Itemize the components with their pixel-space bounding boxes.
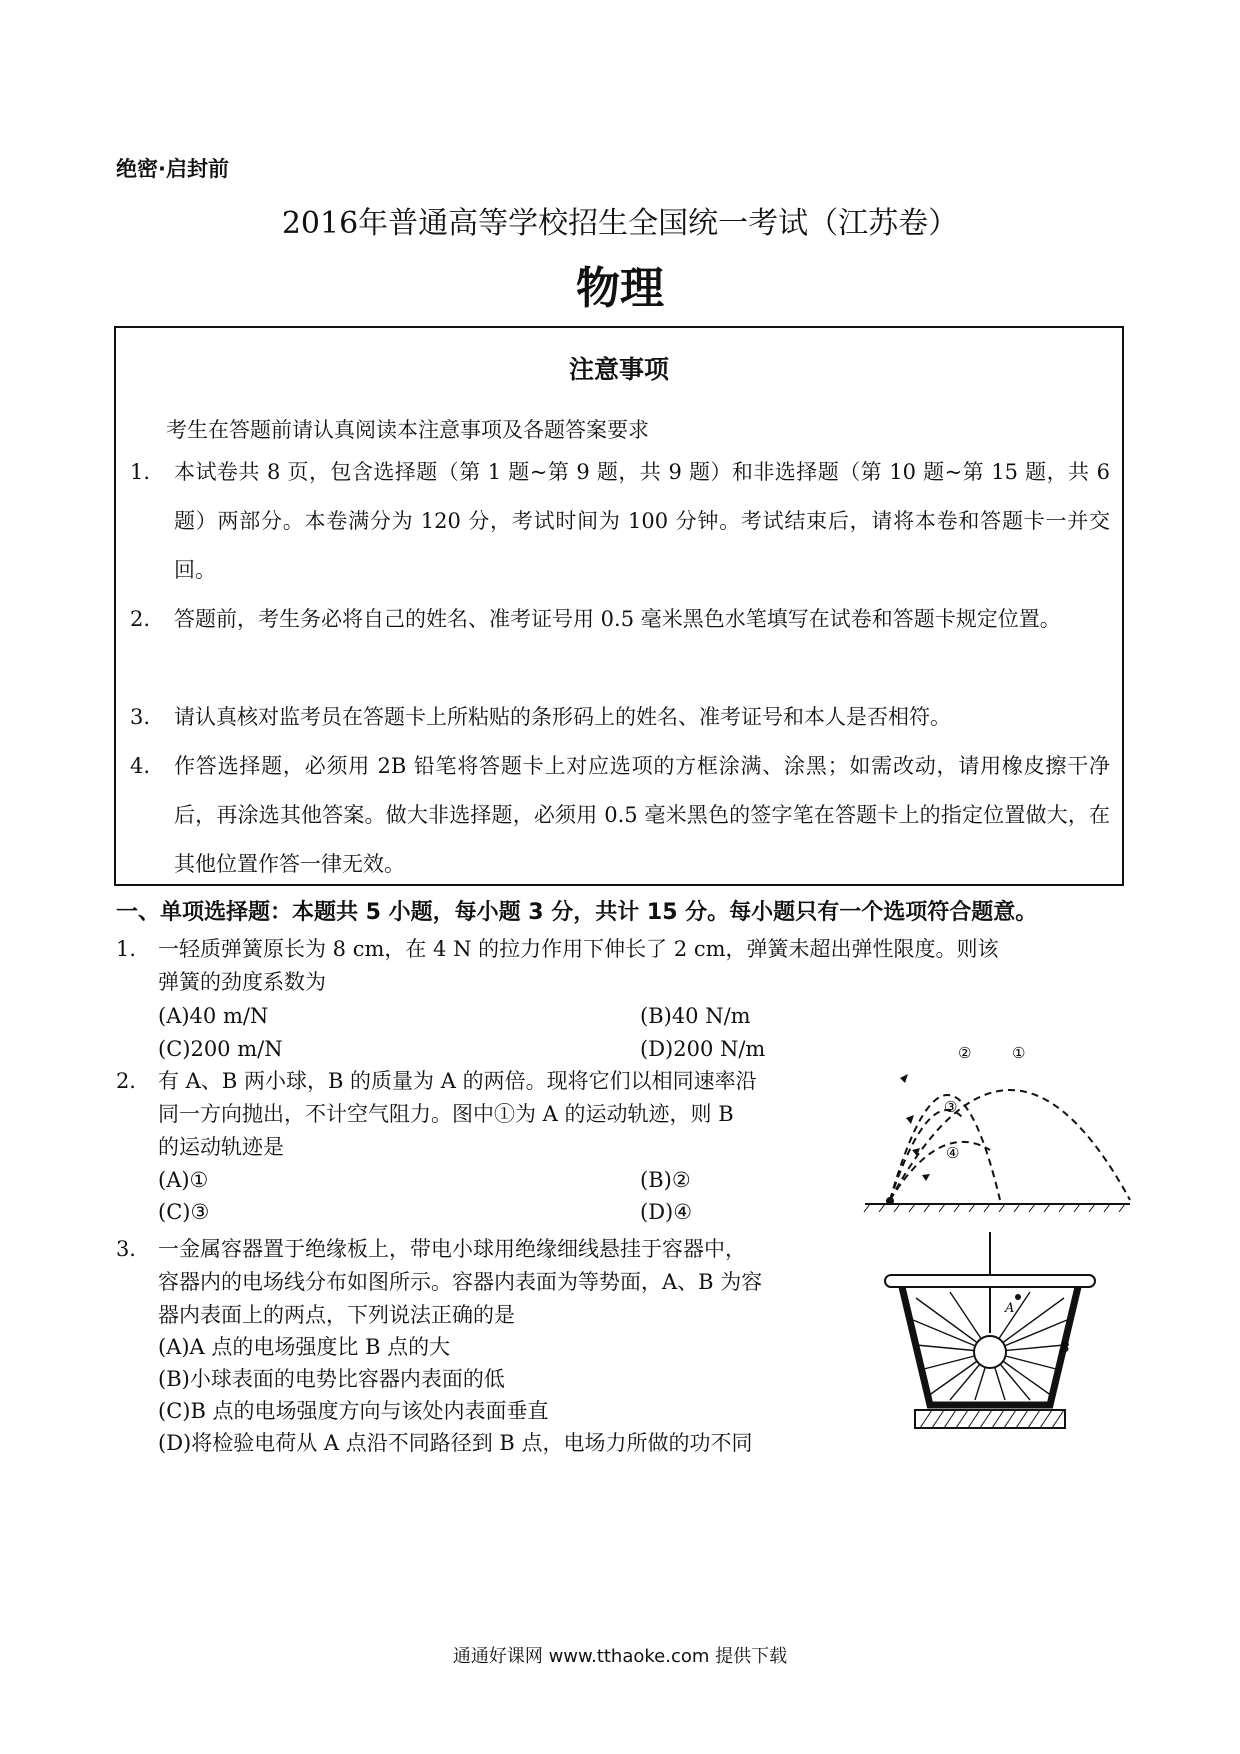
question-line: 容器内的电场线分布如图所示。容器内表面为等势面，A、B 为容 xyxy=(158,1270,763,1294)
question-line: 有 A、B 两小球，B 的质量为 A 的两倍。现将它们以相同速率沿 xyxy=(158,1069,757,1093)
trajectory-label-3: ③ xyxy=(944,1098,958,1116)
option-b: (B)40 N/m xyxy=(640,1004,751,1028)
notice-item-number: 4. xyxy=(130,754,151,778)
notice-box xyxy=(114,326,1124,886)
question-line: 弹簧的劲度系数为 xyxy=(158,970,326,994)
trajectory-label-2: ② xyxy=(958,1044,972,1062)
question-2 xyxy=(116,1065,876,1164)
question-number: 2． xyxy=(116,1069,151,1093)
charged-ball xyxy=(974,1336,1006,1368)
notice-item-text: 作答选择题，必须用 2B 铅笔将答题卡上对应选项的方框涂满、涂黑；如需改动，请用橡皮擦干净后，再涂选其他答案。做大非选择题，必须用 0.5 毫米黑色的签字笔在答题卡上的指定位置做大，在其他位置作答一律无效。 xyxy=(174,754,1110,876)
notice-title: 注意事项 xyxy=(568,355,669,384)
notice-item-text: 本试卷共 8 页，包含选择题（第 1 题~第 9 题，共 9 题）和非选择题（第 10 题~第 15 题，共 6 题）两部分。本卷满分为 120 分，考试时间为 100 分钟。考试结束后，请将本卷和答题卡一并交回。 xyxy=(174,460,1110,582)
question-line: 一轻质弹簧原长为 8 cm，在 4 N 的拉力作用下伸长了 2 cm，弹簧未超出弹性限度。则该 xyxy=(158,937,999,961)
option-d: (D)200 N/m xyxy=(640,1037,766,1061)
option-c: (C)③ xyxy=(158,1200,210,1224)
notice-item xyxy=(130,693,1110,742)
notice-item-text: 答题前，考生务必将自己的姓名、准考证号用 0.5 毫米黑色水笔填写在试卷和答题卡规定位置。 xyxy=(174,607,1061,631)
option-d: (D)将检验电荷从 A 点沿不同路径到 B 点，电场力所做的功不同 xyxy=(158,1431,753,1455)
option-b: (B)小球表面的电势比容器内表面的低 xyxy=(158,1367,505,1391)
container-field-figure xyxy=(880,1230,1100,1440)
notice-intro: 考生在答题前请认真阅读本注意事项及各题答案要求 xyxy=(166,418,649,442)
question-number: 3． xyxy=(116,1237,151,1261)
option-d: (D)④ xyxy=(640,1200,693,1224)
notice-item xyxy=(130,742,1110,889)
point-a-label: A xyxy=(1005,1301,1015,1316)
notice-item-number: 3. xyxy=(130,705,151,729)
notice-item-number: 2. xyxy=(130,607,151,631)
point-b-label: B xyxy=(1060,1341,1070,1356)
notice-item xyxy=(130,448,1110,595)
container-rim xyxy=(885,1275,1095,1287)
section-heading: 一、单项选择题：本题共 5 小题，每小题 3 分，共计 15 分。每小题只有一个选项符合题意。 xyxy=(116,900,1038,925)
option-c: (C)200 m/N xyxy=(158,1037,283,1061)
notice-item-number: 1. xyxy=(130,460,151,484)
question-line: 同一方向抛出，不计空气阻力。图中①为 A 的运动轨迹，则 B xyxy=(158,1102,734,1126)
question-line: 的运动轨迹是 xyxy=(158,1135,284,1159)
confidential-label: 绝密·启封前 xyxy=(116,157,229,181)
exam-title: 2016年普通高等学校招生全国统一考试（江苏卷） xyxy=(281,206,959,241)
question-1 xyxy=(116,933,1126,999)
option-b: (B)② xyxy=(640,1168,691,1192)
question-line: 一金属容器置于绝缘板上，带电小球用绝缘细线悬挂于容器中， xyxy=(158,1237,746,1261)
question-number: 1． xyxy=(116,937,151,961)
trajectory-label-1: ① xyxy=(1012,1044,1026,1062)
notice-item xyxy=(130,595,1110,644)
option-a: (A)A 点的电场强度比 B 点的大 xyxy=(158,1335,451,1359)
trajectory-1 xyxy=(890,1090,1130,1200)
option-c: (C)B 点的电场强度方向与该处内表面垂直 xyxy=(158,1399,549,1423)
footer-source: 通通好课网 www.tthaoke.com 提供下载 xyxy=(452,1646,788,1667)
point-a-marker xyxy=(1015,1294,1021,1300)
option-a: (A)40 m/N xyxy=(158,1004,269,1028)
notice-item-text: 请认真核对监考员在答题卡上所粘贴的条形码上的姓名、准考证号和本人是否相符。 xyxy=(174,705,951,729)
trajectory-label-4: ④ xyxy=(946,1144,960,1162)
subject-title: 物理 xyxy=(576,263,664,314)
question-3 xyxy=(116,1233,876,1332)
trajectory-figure xyxy=(860,1040,1135,1220)
option-a: (A)① xyxy=(158,1168,209,1192)
question-line: 器内表面上的两点，下列说法正确的是 xyxy=(158,1303,515,1327)
trajectory-4 xyxy=(890,1142,990,1200)
